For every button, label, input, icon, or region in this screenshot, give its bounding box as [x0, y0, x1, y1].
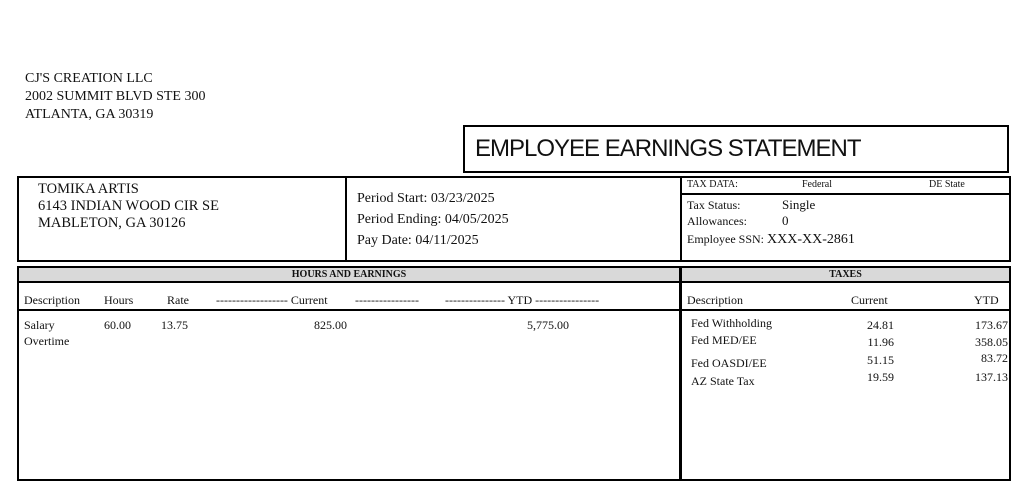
row-description: Overtime	[24, 334, 70, 348]
row-hours: 60.00	[104, 318, 131, 332]
row-rate: 13.75	[161, 318, 188, 332]
tax-data-state: DE State	[929, 179, 965, 190]
statement-title: EMPLOYEE EARNINGS STATEMENT	[475, 135, 861, 162]
col-ytd: --------------- YTD ----------------	[445, 293, 600, 307]
allowances-value: 0	[782, 213, 789, 228]
employee-name: TOMIKA ARTIS	[38, 181, 139, 197]
employee-address-line1: 6143 INDIAN WOOD CIR SE	[38, 198, 219, 214]
tax-data-label: TAX DATA:	[687, 179, 738, 190]
row-ytd: 5,775.00	[527, 318, 569, 332]
tax-data-federal: Federal	[802, 179, 832, 190]
tax-row-current: 51.15	[867, 353, 894, 367]
tax-data-block	[682, 178, 1009, 260]
hours-earnings-title: HOURS AND EARNINGS	[19, 268, 679, 283]
period-start: Period Start: 03/23/2025	[357, 191, 495, 206]
col-current: ------------------ Current	[216, 293, 328, 307]
taxes-section	[680, 266, 1011, 481]
tax-row-current: 11.96	[867, 335, 894, 349]
company-address-line1: 2002 SUMMIT BLVD STE 300	[25, 89, 206, 104]
company-name: CJ'S CREATION LLC	[25, 71, 153, 86]
employee-ssn	[687, 232, 855, 248]
tax-row-ytd: 137.13	[975, 370, 1008, 384]
tax-row-description: AZ State Tax	[691, 374, 755, 388]
tax-row-ytd: 358.05	[975, 335, 1008, 349]
hours-earnings-header	[19, 283, 679, 311]
company-block	[25, 70, 205, 124]
pay-date: Pay Date: 04/11/2025	[357, 233, 479, 248]
hours-earnings-section	[17, 266, 681, 481]
tax-row-current: 19.59	[867, 370, 894, 384]
tax-row-description: Fed Withholding	[691, 316, 772, 330]
tax-data-header	[682, 178, 1009, 195]
tax-status-lines	[687, 197, 816, 229]
employee-address-line2: MABLETON, GA 30126	[38, 215, 186, 231]
employee-block	[19, 178, 347, 260]
statement-title-box	[463, 125, 1009, 173]
period-block	[347, 178, 682, 260]
ssn-value: XXX-XX-2861	[767, 232, 855, 247]
col-hours: Hours	[104, 293, 134, 307]
taxes-header	[682, 283, 1009, 311]
tax-status-label: Tax Status:	[687, 198, 741, 212]
tax-row-description: Fed OASDI/EE	[691, 356, 767, 370]
tax-status-value: Single	[782, 197, 816, 212]
ssn-label: Employee SSN:	[687, 232, 764, 246]
allowances-label: Allowances:	[687, 214, 747, 228]
row-description: Salary	[24, 318, 55, 332]
tax-row-current: 24.81	[867, 318, 894, 332]
tax-col-description: Description	[687, 293, 743, 307]
col-description: Description	[24, 293, 80, 307]
taxes-title: TAXES	[682, 268, 1009, 283]
company-address-line2: ATLANTA, GA 30319	[25, 107, 154, 122]
period-ending: Period Ending: 04/05/2025	[357, 212, 509, 227]
col-current-dash: ----------------	[355, 293, 419, 307]
tax-row-description: Fed MED/EE	[691, 333, 757, 347]
tax-col-current: Current	[851, 293, 888, 307]
info-row	[17, 176, 1011, 262]
row-current: 825.00	[314, 318, 347, 332]
tax-row-ytd: 173.67	[975, 318, 1008, 332]
tax-row-ytd: 83.72	[981, 351, 1008, 365]
tax-col-ytd: YTD	[974, 293, 999, 307]
col-rate: Rate	[167, 293, 189, 307]
